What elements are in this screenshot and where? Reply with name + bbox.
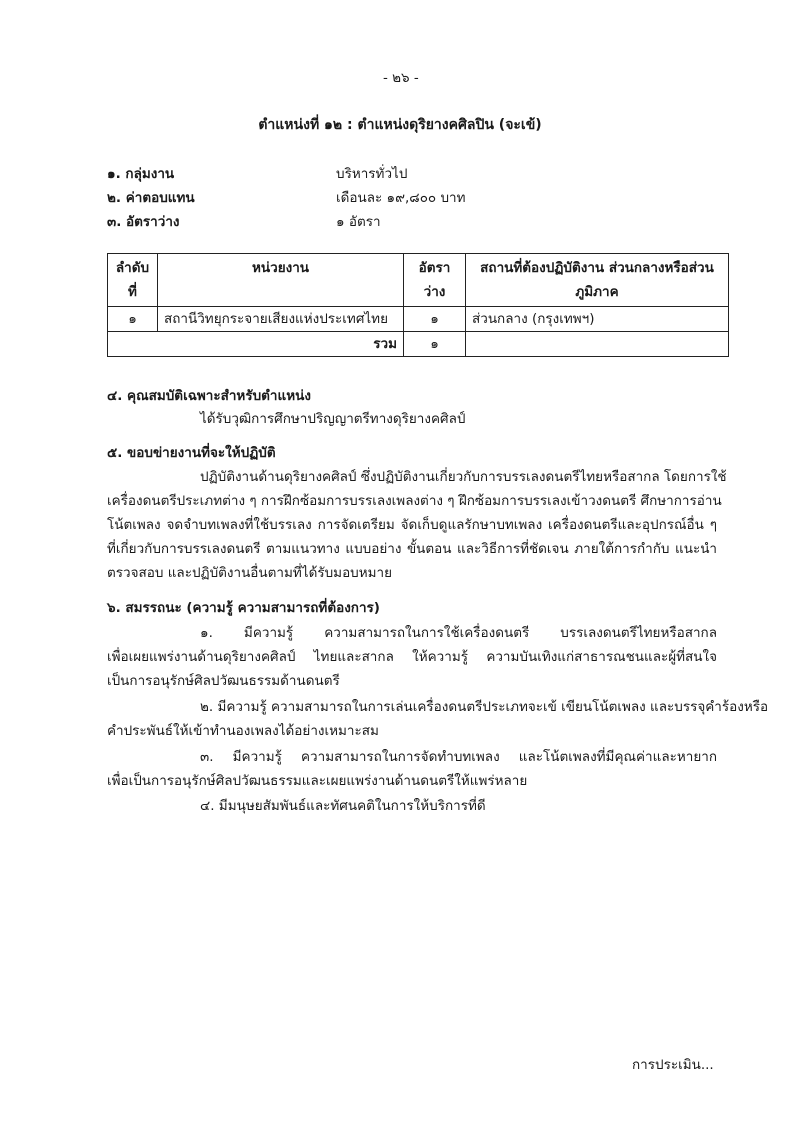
cell-unit: สถานีวิทยุกระจายเสียงแห่งประเทศไทย — [158, 307, 404, 332]
section4-heading: ๔. คุณสมบัติเฉพาะสำหรับตำแหน่ง — [107, 388, 311, 404]
section5-line: ตรวจสอบ และปฏิบัติงานอื่นตามที่ได้รับมอบหมาย — [107, 565, 393, 581]
cell-vacancies: ๑ — [404, 307, 466, 332]
section5-line: ที่เกี่ยวกับการบรรเลงดนตรี ตามแนวทาง แบบอย่าง ขั้นตอน และวิธีการที่ชัดเจน ภายใต้การกำกับ แนะนำ — [107, 541, 717, 557]
info-label-vacancy: ๓. อัตราว่าง — [107, 214, 180, 230]
competency-line: ๔. มีมนุษยสัมพันธ์และทัศนคติในการให้บริการที่ดี — [200, 798, 486, 814]
header-vacancies: อัตราว่าง — [404, 254, 466, 307]
competency-line: เป็นการอนุรักษ์ศิลปวัฒนธรรมด้านดนตรี — [107, 673, 340, 689]
competency-line: คำประพันธ์ให้เข้าทำนองเพลงได้อย่างเหมาะสม — [107, 723, 379, 739]
vacancy-table — [107, 253, 729, 357]
info-value-vacancy: ๑ อัตรา — [336, 214, 381, 230]
competency-line: เพื่อเผยแพร่งานด้านดุริยางคศิลป์ ไทยและสากล ให้ความรู้ ความบันเทิงแก่สาธารณชนและผู้ที่สนใจ — [107, 649, 717, 665]
table-total-row — [108, 332, 729, 357]
section5-line: โน้ตเพลง จดจำบทเพลงที่ใช้บรรเลง การจัดเตรียม จัดเก็บดูแลรักษาบทเพลง เครื่องดนตรีและอุปกรณ์อื่น ๆ — [107, 517, 717, 533]
competency-line: ๑. มีความรู้ ความสามารถในการใช้เครื่องดนตรี บรรเลงดนตรีไทยหรือสากล — [200, 625, 717, 641]
table-row — [108, 307, 729, 332]
total-label: รวม — [108, 332, 404, 357]
info-value-group: บริหารทั่วไป — [336, 166, 408, 182]
section5-heading: ๕. ขอบข่ายงานที่จะให้ปฏิบัติ — [107, 445, 276, 461]
cell-no: ๑ — [108, 307, 158, 332]
info-label-salary: ๒. ค่าตอบแทน — [107, 190, 195, 206]
total-empty-cell — [466, 332, 729, 357]
table-header-row — [108, 254, 729, 307]
section4-text: ได้รับวุฒิการศึกษาปริญญาตรีทางดุริยางคศิลป์ — [200, 411, 466, 427]
competency-line: ๓. มีความรู้ ความสามารถในการจัดทำบทเพลง และโน้ตเพลงที่มีคุณค่าและหายาก — [200, 749, 717, 765]
info-label-group: ๑. กลุ่มงาน — [107, 166, 175, 182]
section6-heading: ๖. สมรรถนะ (ความรู้ ความสามารถที่ต้องการ) — [107, 600, 380, 616]
section5-line: เครื่องดนตรีประเภทต่าง ๆ การฝึกซ้อมการบรรเลงเพลงต่าง ๆ ฝึกซ้อมการบรรเลงเข้าวงดนตรี ศึกษาการอ่าน — [107, 493, 722, 509]
page-title: ตำแหน่งที่ ๑๒ : ตำแหน่งดุริยางคศิลปิน (จะเข้) — [258, 117, 542, 133]
info-value-salary: เดือนละ ๑๙,๘๐๐ บาท — [336, 190, 466, 206]
competency-line: เพื่อเป็นการอนุรักษ์ศิลปวัฒนธรรมและเผยแพร่งานด้านดนตรีให้แพร่หลาย — [107, 773, 528, 789]
continued-footer: การประเมิน... — [632, 1057, 714, 1073]
page-number: - ๒๖ - — [383, 70, 419, 86]
competency-line: ๒. มีความรู้ ความสามารถในการเล่นเครื่องดนตรีประเภทจะเข้ เขียนโน้ตเพลง และบรรจุคำร้องหรือ — [200, 699, 769, 715]
cell-location: ส่วนกลาง (กรุงเทพฯ) — [466, 307, 729, 332]
section5-line: ปฏิบัติงานด้านดุริยางคศิลป์ ซึ่งปฏิบัติงานเกี่ยวกับการบรรเลงดนตรีไทยหรือสากล โดยการใช้ — [200, 469, 727, 485]
total-value: ๑ — [404, 332, 466, 357]
header-location: สถานที่ต้องปฏิบัติงาน ส่วนกลางหรือส่วนภูมิภาค — [466, 254, 729, 307]
header-unit: หน่วยงาน — [158, 254, 404, 307]
header-no: ลำดับ ที่ — [108, 254, 158, 307]
